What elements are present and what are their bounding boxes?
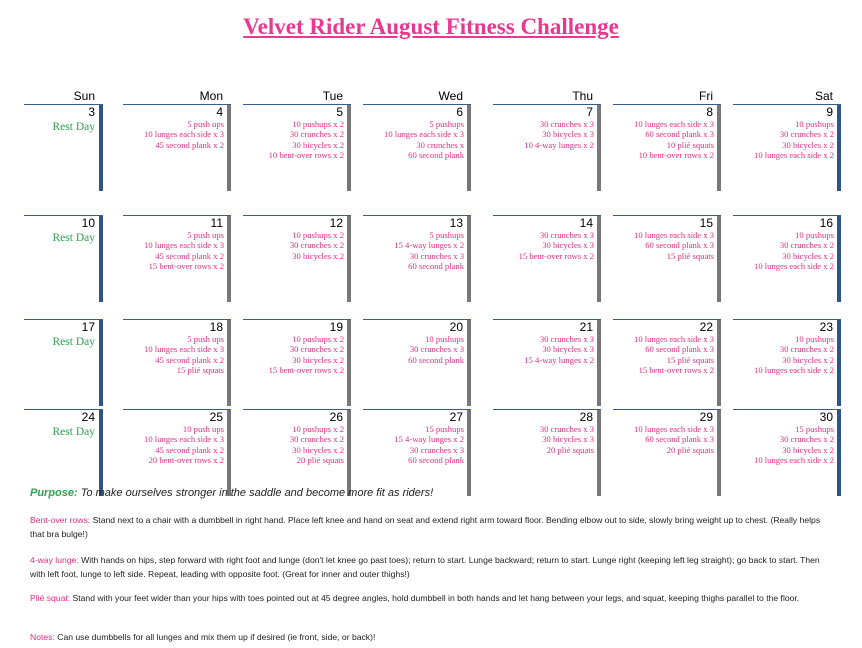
activity-item: 30 crunches x — [416, 139, 464, 150]
activity-list — [269, 334, 344, 375]
cell-divider — [467, 320, 471, 406]
activity-item: 10 lunges each side x 2 — [754, 364, 834, 375]
day-name-tue: Tue — [322, 89, 343, 103]
activity-list — [754, 230, 834, 271]
activity-item: 5 pushups — [429, 230, 464, 240]
day-name-sun: Sun — [73, 89, 95, 103]
activity-item: 10 pushups — [795, 230, 834, 240]
activity-list — [144, 119, 224, 150]
cell-divider — [227, 105, 231, 191]
activity-list — [269, 119, 344, 160]
activity-item: 10 pushups x 2 — [292, 119, 344, 129]
day-cell — [24, 215, 103, 302]
activity-item: 45 second plank x 2 — [155, 250, 224, 261]
cell-divider — [467, 105, 471, 191]
day-cell — [123, 104, 231, 191]
activity-list — [524, 334, 594, 365]
activity-item: 10 lunges each side x 3 — [634, 334, 714, 344]
note-bent-over-rows — [30, 513, 830, 541]
activity-item: 30 crunches x 3 — [539, 424, 594, 434]
activity-item: 15 bent-over rows x 2 — [518, 250, 594, 261]
activity-item: 30 crunches x 3 — [539, 230, 594, 240]
activity-item: 30 bicycles x 2 — [782, 444, 834, 455]
activity-item: 30 crunches x 3 — [539, 119, 594, 129]
activity-item: 10 bent-over rows x 2 — [638, 149, 714, 160]
activity-item: 30 crunches x 2 — [779, 344, 834, 355]
day-cell — [243, 215, 351, 302]
activity-list — [290, 230, 344, 261]
day-number: 13 — [449, 216, 463, 230]
day-number: 9 — [826, 105, 833, 119]
activity-list — [394, 424, 464, 465]
day-number: 30 — [819, 410, 833, 424]
note-text: Stand with your feet wider than your hips with toes pointed out at 45 degree angles, hold dumbbell in both hands and let hang between your legs, and squat, keeping thighs parallel to the floor. — [72, 593, 800, 603]
day-number: 23 — [819, 320, 833, 334]
note-4-way-lunge — [30, 553, 830, 581]
cell-divider — [597, 216, 601, 302]
activity-item: 30 crunches x 2 — [779, 129, 834, 140]
day-cell — [123, 215, 231, 302]
rest-day-label: Rest Day — [52, 426, 95, 438]
page-title: Velvet Rider August Fitness Challenge — [243, 14, 619, 39]
activity-item: 10 lunges each side x 2 — [754, 260, 834, 271]
activity-item: 15 plié squats — [176, 364, 224, 375]
activity-item: 60 second plank — [408, 260, 464, 271]
activity-item: 15 4-way lunges x 2 — [394, 434, 464, 445]
day-cell — [493, 319, 601, 406]
activity-list — [519, 230, 594, 261]
day-number: 10 — [81, 216, 95, 230]
day-number: 22 — [699, 320, 713, 334]
activity-item: 60 second plank x 3 — [645, 129, 714, 140]
rest-day-label: Rest Day — [52, 121, 95, 133]
activity-list — [394, 230, 464, 271]
activity-item: 10 plié squats — [666, 139, 714, 150]
activity-item: 30 crunches x 2 — [289, 240, 344, 251]
cell-divider — [227, 320, 231, 406]
day-number: 25 — [209, 410, 223, 424]
day-number: 12 — [329, 216, 343, 230]
note-label: 4-way lunge: — [30, 555, 79, 565]
cell-divider — [597, 320, 601, 406]
activity-item: 15 plié squats — [666, 354, 714, 365]
day-name-fri: Fri — [699, 89, 713, 103]
note-general — [30, 630, 830, 644]
activity-item: 10 pushups x 2 — [292, 424, 344, 434]
day-cell — [733, 319, 841, 406]
day-number: 20 — [449, 320, 463, 334]
activity-item: 60 second plank x 3 — [645, 344, 714, 355]
day-number: 14 — [579, 216, 593, 230]
cell-divider — [717, 410, 721, 496]
activity-list — [540, 424, 594, 455]
cell-divider — [837, 105, 841, 191]
cell-divider — [347, 410, 351, 496]
activity-list — [144, 334, 224, 375]
day-name-sat: Sat — [814, 89, 833, 103]
activity-item: 30 bicycles x 2 — [292, 354, 344, 365]
day-cell — [613, 319, 721, 406]
activity-item: 10 pushups — [795, 119, 834, 129]
note-label: Notes: — [30, 632, 55, 642]
day-number: 16 — [819, 216, 833, 230]
activity-item: 20 plié squats — [296, 454, 344, 465]
activity-item: 10 lunges each side x 3 — [634, 424, 714, 434]
day-name-thu: Thu — [572, 89, 593, 103]
purpose-line — [30, 487, 433, 499]
day-cell — [733, 409, 841, 496]
activity-item: 5 push ups — [187, 334, 224, 344]
activity-item: 30 crunches x 2 — [289, 434, 344, 445]
cell-divider — [467, 216, 471, 302]
cell-divider — [347, 105, 351, 191]
cell-divider — [347, 320, 351, 406]
cell-divider — [717, 320, 721, 406]
activity-list — [524, 119, 594, 150]
day-cell — [363, 215, 471, 302]
day-number: 27 — [449, 410, 463, 424]
cell-divider — [717, 216, 721, 302]
day-cell — [243, 319, 351, 406]
activity-item: 15 pushups — [795, 424, 834, 434]
activity-item: 45 second plank x 2 — [155, 354, 224, 365]
note-text: Can use dumbbells for all lunges and mix them up if desired (ie front, side, or back)! — [57, 632, 376, 642]
activity-item: 30 bicycles x 2 — [782, 250, 834, 261]
activity-item: 60 second plank x 3 — [645, 240, 714, 251]
day-cell — [123, 319, 231, 406]
cell-divider — [597, 105, 601, 191]
day-cell — [363, 409, 471, 496]
day-number: 8 — [706, 105, 713, 119]
day-number: 21 — [579, 320, 593, 334]
purpose-text: To make ourselves stronger in the saddle and become more fit as riders! — [80, 487, 434, 499]
activity-item: 30 bicycles x 2 — [292, 444, 344, 455]
note-label: Plié squat: — [30, 593, 71, 603]
activity-item: 30 bicycles x 2 — [292, 250, 344, 261]
note-text: With hands on hips, step forward with right foot and lunge (don't let knee go past toes); return to start. Lunge backward; return to start. Lunge right (keeping left leg straight); go back to start. Then with left foot, lunge to left side. Repeat, leading with opposite foot. (Great for inner and outer thighs!) — [30, 555, 820, 579]
activity-list — [384, 119, 464, 160]
cell-divider — [837, 216, 841, 302]
activity-item: 10 lunges each side x 3 — [144, 434, 224, 445]
activity-list — [144, 230, 224, 271]
day-cell — [243, 104, 351, 191]
activity-list — [634, 119, 714, 160]
activity-item: 20 plié squats — [666, 444, 714, 455]
activity-list — [290, 424, 344, 465]
rest-day-label: Rest Day — [52, 336, 95, 348]
cell-divider — [227, 216, 231, 302]
cell-divider — [99, 105, 103, 191]
activity-item: 30 bicycles x 3 — [542, 240, 594, 251]
activity-item: 10 4-way lunges x 2 — [524, 139, 594, 150]
rest-day-label: Rest Day — [52, 232, 95, 244]
activity-item: 10 lunges each side x 2 — [754, 454, 834, 465]
day-number: 11 — [210, 216, 223, 230]
activity-list — [634, 334, 714, 375]
day-number: 15 — [699, 216, 713, 230]
activity-list — [634, 230, 714, 261]
activity-item: 30 crunches x 3 — [409, 250, 464, 261]
activity-list — [754, 119, 834, 160]
cell-divider — [99, 216, 103, 302]
note-label: Bent-over rows: — [30, 515, 91, 525]
activity-item: 15 bent-over rows x 2 — [638, 364, 714, 375]
activity-list — [754, 334, 834, 375]
activity-item: 30 crunches x 3 — [409, 444, 464, 455]
activity-list — [754, 424, 834, 465]
activity-item: 20 bent-over rows x 2 — [148, 454, 224, 465]
cell-divider — [837, 320, 841, 406]
day-number: 26 — [329, 410, 343, 424]
activity-item: 10 pushups — [795, 334, 834, 344]
day-number: 17 — [81, 320, 95, 334]
activity-item: 60 second plank — [408, 354, 464, 365]
activity-item: 10 lunges each side x 3 — [144, 240, 224, 251]
cell-divider — [347, 216, 351, 302]
day-cell — [613, 215, 721, 302]
cell-divider — [99, 320, 103, 406]
cell-divider — [467, 410, 471, 496]
activity-item: 30 crunches x 2 — [289, 344, 344, 355]
activity-item: 10 lunges each side x 3 — [634, 119, 714, 129]
day-cell — [613, 409, 721, 496]
cell-divider — [227, 410, 231, 496]
activity-item: 15 plié squats — [666, 250, 714, 261]
activity-item: 10 lunges each side x 2 — [754, 149, 834, 160]
activity-item: 5 pushups — [429, 119, 464, 129]
day-cell — [363, 104, 471, 191]
day-cell — [24, 104, 103, 191]
day-name-wed: Wed — [438, 89, 463, 103]
activity-item: 10 pushups x 2 — [292, 334, 344, 344]
day-name-mon: Mon — [199, 89, 223, 103]
day-cell — [363, 319, 471, 406]
day-number: 3 — [88, 105, 95, 119]
activity-item: 30 crunches x 2 — [779, 434, 834, 445]
cell-divider — [837, 410, 841, 496]
cell-divider — [597, 410, 601, 496]
day-cell — [493, 104, 601, 191]
activity-item: 15 bent-over rows x 2 — [148, 260, 224, 271]
day-number: 5 — [336, 105, 343, 119]
activity-list — [408, 334, 464, 365]
day-cell — [243, 409, 351, 496]
day-number: 29 — [699, 410, 713, 424]
activity-item: 30 bicycles x 3 — [542, 434, 594, 445]
activity-item: 10 pushups — [425, 334, 464, 344]
activity-item: 10 push ups — [182, 424, 224, 434]
day-number: 19 — [329, 320, 343, 334]
activity-item: 15 bent-over rows x 2 — [268, 364, 344, 375]
day-number: 7 — [586, 105, 593, 119]
activity-item: 30 crunches x 3 — [409, 344, 464, 355]
activity-item: 20 plié squats — [546, 444, 594, 455]
activity-item: 30 bicycles x 3 — [542, 129, 594, 140]
activity-item: 10 pushups x 2 — [292, 230, 344, 240]
day-number: 6 — [456, 105, 463, 119]
activity-item: 30 bicycles x 2 — [292, 139, 344, 150]
activity-item: 60 second plank x 3 — [645, 434, 714, 445]
day-cell — [24, 319, 103, 406]
day-cell — [24, 409, 103, 496]
day-cell — [613, 104, 721, 191]
note-plie-squat — [30, 591, 830, 605]
activity-item: 15 4-way lunges x 2 — [394, 240, 464, 251]
activity-list — [144, 424, 224, 465]
day-cell — [733, 104, 841, 191]
day-cell — [493, 409, 601, 496]
day-cell — [493, 215, 601, 302]
activity-item: 10 lunges each side x 3 — [384, 129, 464, 140]
purpose-label: Purpose: — [30, 487, 78, 499]
day-number: 24 — [81, 410, 95, 424]
activity-item: 15 4-way lunges x 2 — [524, 354, 594, 365]
day-number: 28 — [579, 410, 593, 424]
activity-item: 30 crunches x 2 — [779, 240, 834, 251]
activity-item: 30 crunches x 2 — [289, 129, 344, 140]
day-cell — [123, 409, 231, 496]
cell-divider — [717, 105, 721, 191]
activity-item: 10 lunges each side x 3 — [144, 129, 224, 140]
activity-item: 60 second plank — [408, 149, 464, 160]
activity-item: 10 bent-over rows x 2 — [268, 149, 344, 160]
activity-item: 5 push ups — [187, 119, 224, 129]
activity-item: 30 bicycles x 3 — [542, 344, 594, 355]
day-number: 4 — [216, 105, 223, 119]
activity-item: 45 second plank x 2 — [155, 139, 224, 150]
activity-item: 45 second plank x 2 — [155, 444, 224, 455]
activity-item: 10 lunges each side x 3 — [144, 344, 224, 355]
activity-item: 15 pushups — [425, 424, 464, 434]
activity-item: 30 crunches x 3 — [539, 334, 594, 344]
activity-item: 30 bicycles x 2 — [782, 354, 834, 365]
note-text: Stand next to a chair with a dumbbell in right hand. Place left knee and hand on seat and extend right arm toward floor. Bending elbow out to side, slowly bring weight up to chest. (Really helps that bra bulge!) — [30, 515, 821, 539]
activity-item: 30 bicycles x 2 — [782, 139, 834, 150]
day-number: 18 — [209, 320, 223, 334]
activity-list — [634, 424, 714, 455]
day-cell — [733, 215, 841, 302]
activity-item: 60 second plank — [408, 454, 464, 465]
activity-item: 10 lunges each side x 3 — [634, 230, 714, 240]
cell-divider — [99, 410, 103, 496]
activity-item: 5 push ups — [187, 230, 224, 240]
